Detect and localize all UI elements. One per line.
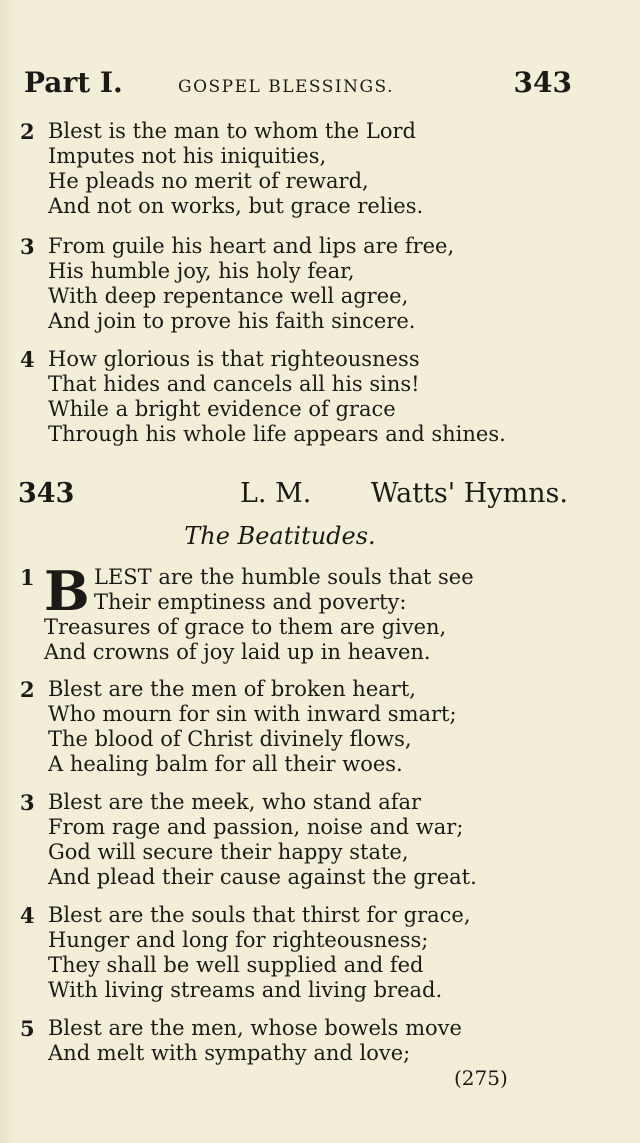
stanza-1 — [20, 559, 580, 665]
stanza-line: LEST are the humble souls that see — [94, 565, 474, 589]
drop-cap: B — [44, 559, 90, 623]
running-header — [24, 66, 572, 102]
stanza-number: 3 — [20, 234, 35, 259]
hymn-heading — [18, 478, 568, 512]
section-title: GOSPEL BLESSINGS. — [178, 77, 395, 97]
stanza-line: Blest are the souls that thirst for grace, — [48, 903, 471, 927]
stanza-4 — [20, 903, 580, 1003]
stanza-line: Their emptiness and poverty: — [94, 590, 407, 614]
hymn-title: The Beatitudes. — [184, 522, 376, 550]
page-number: 343 — [513, 66, 572, 99]
stanza-number: 5 — [20, 1016, 35, 1041]
stanza-line: The blood of Christ divinely flows, — [48, 727, 412, 751]
stanza-line: Hunger and long for righteousness; — [48, 928, 429, 952]
hymn-number: 343 — [18, 478, 75, 509]
stanza-number: 2 — [20, 119, 35, 144]
stanza-line: From guile his heart and lips are free, — [48, 234, 455, 258]
stanza-line: With deep repentance well agree, — [48, 284, 409, 308]
stanza-5 — [20, 1016, 580, 1066]
stanza-line: Blest is the man to whom the Lord — [48, 119, 416, 143]
stanza-line: Imputes not his iniquities, — [48, 144, 327, 168]
stanza-line: His humble joy, his holy fear, — [48, 259, 355, 283]
page-gutter — [0, 0, 14, 1143]
stanza-line: God will secure their happy state, — [48, 840, 409, 864]
prev-stanza-3 — [20, 234, 580, 334]
stanza-line: And join to prove his faith sincere. — [48, 309, 416, 333]
hymn-meter: L. M. — [240, 478, 312, 509]
stanza-line: And plead their cause against the great. — [48, 865, 477, 889]
stanza-number: 2 — [20, 677, 35, 702]
stanza-line: And melt with sympathy and love; — [48, 1041, 411, 1065]
stanza-line: A healing balm for all their woes. — [48, 752, 403, 776]
stanza-2 — [20, 677, 580, 777]
hymn-source: Watts' Hymns. — [370, 478, 568, 509]
prev-stanza-2 — [20, 119, 580, 219]
stanza-number: 1 — [20, 565, 35, 590]
stanza-line: Blest are the men, whose bowels move — [48, 1016, 462, 1040]
stanza-number: 4 — [20, 903, 35, 928]
stanza-3 — [20, 790, 580, 890]
prev-stanza-4 — [20, 347, 580, 447]
stanza-line: While a bright evidence of grace — [48, 397, 396, 421]
stanza-number: 4 — [20, 347, 35, 372]
signature-mark: (275) — [454, 1066, 508, 1090]
stanza-line: And crowns of joy laid up in heaven. — [44, 640, 431, 664]
stanza-line: From rage and passion, noise and war; — [48, 815, 464, 839]
stanza-line: How glorious is that righteousness — [48, 347, 420, 371]
part-label: Part I. — [24, 66, 123, 99]
stanza-line: With living streams and living bread. — [48, 978, 443, 1002]
stanza-line: Treasures of grace to them are given, — [44, 615, 447, 639]
stanza-line: Who mourn for sin with inward smart; — [48, 702, 457, 726]
stanza-line: They shall be well supplied and fed — [48, 953, 424, 977]
stanza-line: Blest are the meek, who stand afar — [48, 790, 422, 814]
stanza-line: Through his whole life appears and shines. — [48, 422, 506, 446]
stanza-line: That hides and cancels all his sins! — [48, 372, 420, 396]
stanza-number: 3 — [20, 790, 35, 815]
stanza-line: He pleads no merit of reward, — [48, 169, 369, 193]
stanza-line: Blest are the men of broken heart, — [48, 677, 416, 701]
stanza-line: And not on works, but grace relies. — [48, 194, 424, 218]
